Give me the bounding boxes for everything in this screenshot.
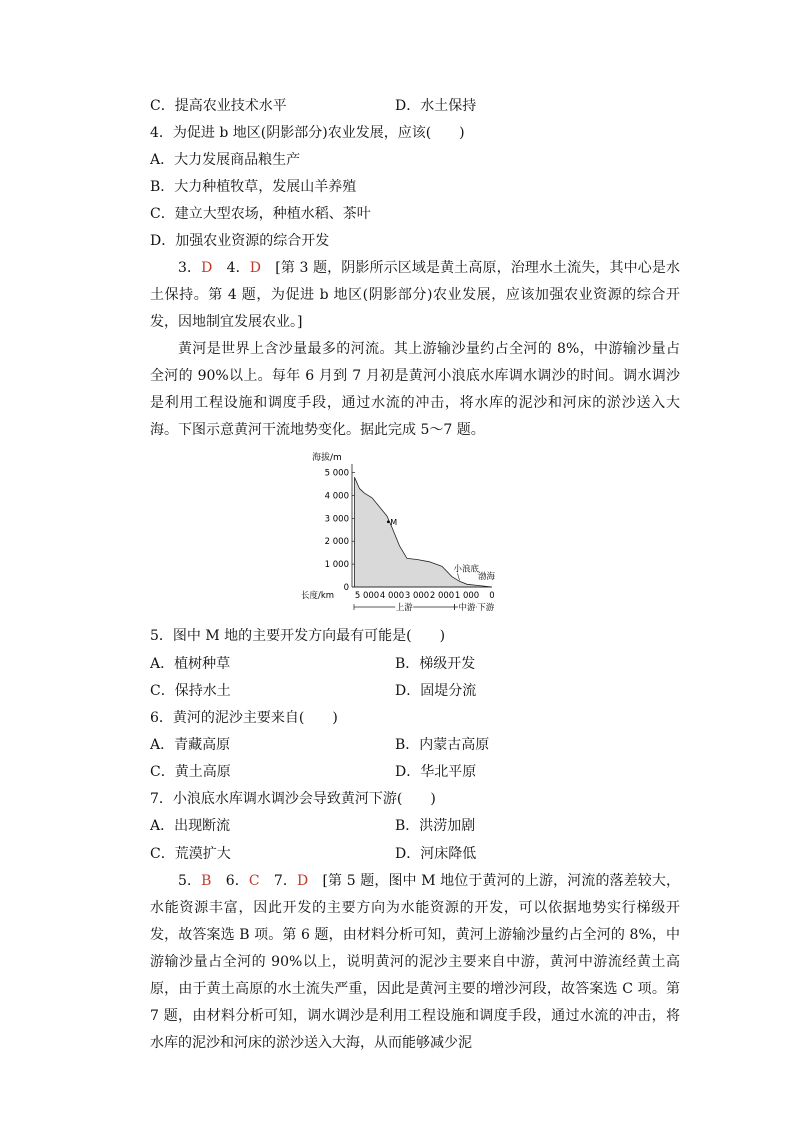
xiaolangdi-leader <box>458 573 460 580</box>
elevation-profile-chart <box>300 450 500 615</box>
q6-option-c: C．黄土高原 <box>150 764 231 780</box>
q7-option-a: A．出现断流 <box>150 818 231 834</box>
answer-5-7 <box>150 868 680 1057</box>
x-tick-label: 4 000 <box>379 591 405 601</box>
point-m-marker <box>387 520 390 523</box>
x-tick-label: 0 <box>489 591 495 601</box>
q5-option-b: B．梯级开发 <box>395 656 476 672</box>
q4-option-b: B．大力种植牧草，发展山羊养殖 <box>150 179 357 195</box>
q7-option-c: C．荒漠扩大 <box>150 846 231 862</box>
answer-6-choice: C <box>248 873 260 889</box>
q3-option-c: C．提高农业技术水平 <box>150 98 287 114</box>
answer-4-number: 4． <box>226 260 250 276</box>
answer-3-4 <box>150 255 680 336</box>
answer-5-choice: B <box>201 873 212 889</box>
q5-option-c: C．保持水土 <box>150 683 231 699</box>
q4-option-c: C．建立大型农场，种植水稻、茶叶 <box>150 206 371 222</box>
q3-option-d: D．水土保持 <box>395 98 477 114</box>
q7-option-d: D．河床降低 <box>395 846 477 862</box>
x-tick-label: 5 000 <box>354 591 380 601</box>
answer-6-number: 6． <box>225 873 249 889</box>
q6-stem: 6．黄河的泥沙主要来自( ) <box>150 710 338 726</box>
bohai-label: 渤海 <box>478 572 496 582</box>
q7-option-b: B．洪涝加剧 <box>395 818 476 834</box>
y-tick-label: 3 000 <box>324 514 349 525</box>
x-tick-label: 3 000 <box>404 591 430 601</box>
q6-option-b: B．内蒙古高原 <box>395 737 490 753</box>
y-tick-label: 2 000 <box>324 537 349 548</box>
q6-option-a: A．青藏高原 <box>150 737 231 753</box>
y-tick-label: 4 000 <box>324 491 349 502</box>
answer-5-number: 5． <box>178 873 202 889</box>
y-tick-label: 1 000 <box>324 560 349 571</box>
point-m-label: M <box>390 517 398 527</box>
section-label: 下游 <box>477 603 495 613</box>
q5-stem: 5．图中 M 地的主要开发方向最有可能是( ) <box>150 628 446 644</box>
q4-option-a: A．大力发展商品粮生产 <box>150 152 301 168</box>
section-label: 中游 <box>458 603 476 613</box>
x-tick-label: 2 000 <box>429 591 455 601</box>
answer-3-4-explanation: [第 3 题，阴影所示区域是黄土高原，治理水土流失，其中心是水土保持。第 4 题，为促进 b 地区(阴影部分)农业发展，应该加强农业资源的综合开发，因地制宜发展农业。] <box>150 260 681 330</box>
y-tick-label: 5 000 <box>324 468 349 479</box>
passage: 黄河是世界上含沙量最多的河流。其上游输沙量约占全河的 8%，中游输沙量占全河的 90%以上。每年 6 月到 7 月初是黄河小浪底水库调水调沙的时间。调水调沙是利用工程设施和调度手段，通过水流的冲击，将水库的泥沙和河床的淤沙送入大海。下图示意黄河干流地势变化。据此完成 5～7 题。 <box>150 341 680 438</box>
q5-option-a: A．植树种草 <box>150 656 231 672</box>
answer-5-7-explanation: [第 5 题，图中 M 地位于黄河的上游，河流的落差较大，水能资源丰富，因此开发的主要方向为水能资源的开发，可以依据地势实行梯级开发，故答案选 B 项。第 6 题，由材料分析可知，黄河上游输沙量约占全河的 8%，中游输沙量占全河的 90%以上，说明黄河的泥沙主要来自中游，黄河中游流经黄土高原，由于黄土高原的水土流失严重，因此是黄河主要的增沙河段，故答案选 C 项。第 7 题，由材料分析可知，调水调沙是利用工程设施和调度手段，通过水流的冲击，将水库的泥沙和河床的淤沙送入大海，从而能够减少泥 <box>150 873 681 1051</box>
x-axis-label: 长度/km <box>301 591 335 601</box>
y-tick-label: 0 <box>343 583 349 593</box>
answer-7-number: 7． <box>273 873 297 889</box>
q4-stem: 4．为促进 b 地区(阴影部分)农业发展，应该( ) <box>150 125 465 141</box>
q6-option-d: D．华北平原 <box>395 764 477 780</box>
xiaolangdi-label: 小浪底 <box>453 564 480 575</box>
x-tick-label: 1 000 <box>454 591 480 601</box>
q5-option-d: D．固堤分流 <box>395 683 477 699</box>
q4-option-d: D．加强农业资源的综合开发 <box>150 233 330 249</box>
answer-3-choice: D <box>201 260 213 276</box>
section-label: 上游 <box>395 603 413 613</box>
answer-3-number: 3． <box>178 260 202 276</box>
answer-4-choice: D <box>249 260 262 276</box>
answer-7-choice: D <box>296 873 309 889</box>
y-axis-label: 海拔/m <box>312 453 342 463</box>
q7-stem: 7．小浪底水库调水调沙会导致黄河下游( ) <box>150 791 436 807</box>
